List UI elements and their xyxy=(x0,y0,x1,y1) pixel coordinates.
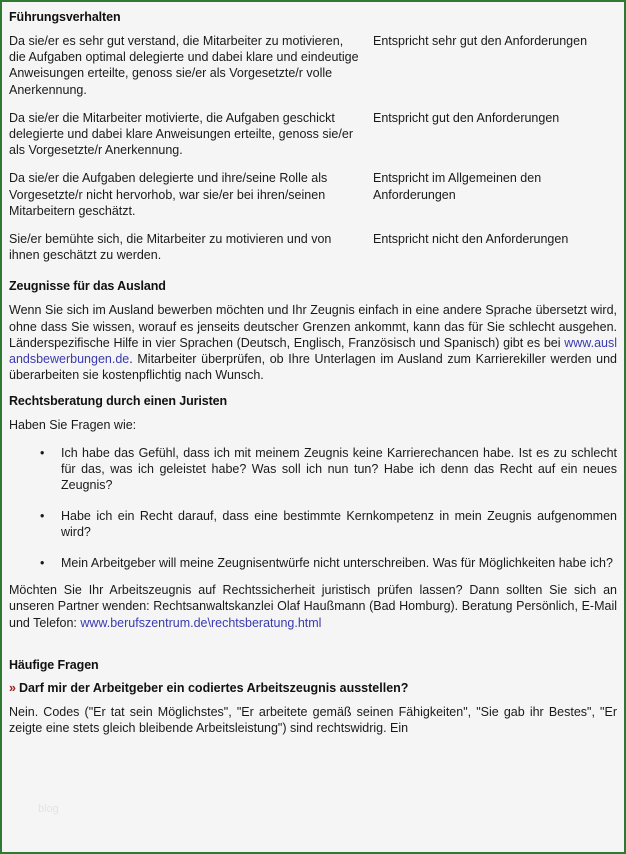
table-row xyxy=(9,231,617,275)
legal-advice-closing xyxy=(9,582,617,631)
blog-watermark: blog xyxy=(38,803,59,815)
list-item-label: Habe ich ein Recht darauf, dass eine bestimmte Kernkompetenz in mein Zeugnis aufgenommen wird? xyxy=(61,508,617,540)
auslandsbewerbungen-link[interactable]: www.auslandsbewerbungen.de xyxy=(9,335,617,367)
leadership-rating: Entspricht im Allgemeinen den Anforderungen xyxy=(373,171,542,202)
section-heading-rechtsberatung: Rechtsberatung durch einen Juristen xyxy=(9,394,228,409)
leadership-phrase: Da sie/er die Mitarbeiter motivierte, die Aufgaben geschickt delegierte und dabei klare Anweisungen erteilte, genoss sie/er als Vorgesetzte/r Anerkennung. xyxy=(9,110,353,158)
leadership-phrase: Da sie/er es sehr gut verstand, die Mitarbeiter zu motivieren, die Aufgaben optimal delegierte und dabei klare und eindeutige Anweisungen erteilte, genoss sie/er als Vorgesetzte/r volle Anerkennung. xyxy=(9,34,359,97)
leadership-phrase: Da sie/er die Aufgaben delegierte und ihre/seine Rolle als Vorgesetzte/r nicht hervorhob, war sie/er bei ihren/seinen Mitarbeitern geschätzt. xyxy=(9,171,328,218)
legal-advice-closing-text: Möchten Sie Ihr Arbeitszeugnis auf Rechtssicherheit juristisch prüfen lassen? Dann sollten Sie sich an unseren Partner wenden: Rechtsanwaltskanzlei Olaf Haußmann (Bad Homburg). Beratung Persönlich, E-Mail und Telefon: xyxy=(9,583,617,630)
section-heading-zeugnisse-ausland: Zeugnisse für das Ausland xyxy=(9,279,166,294)
faq-question[interactable] xyxy=(9,681,617,695)
table-row xyxy=(9,33,617,110)
faq-question-label: Darf mir der Arbeitgeber ein codiertes Arbeitszeugnis ausstellen? xyxy=(18,680,409,695)
leadership-rating: Entspricht nicht den Anforderungen xyxy=(373,232,569,247)
table-row xyxy=(9,170,617,231)
leadership-rating: Entspricht gut den Anforderungen xyxy=(373,110,560,125)
leadership-phrase: Sie/er bemühte sich, die Mitarbeiter zu motivieren und von ihnen geschätzt zu werden. xyxy=(9,232,332,263)
list-item xyxy=(40,508,617,541)
list-item-label: Mein Arbeitgeber will meine Zeugnisentwürfe nicht unterschreiben. Was für Möglichkeiten habe ich? xyxy=(61,555,613,570)
abroad-text-after-link: . Mitarbeiter überprüfen, ob Ihre Unterlagen im Ausland zum Karrierekiller werden und überarbeiten sie kostenpflichtig nach Wunsch. xyxy=(9,352,617,383)
list-item xyxy=(40,445,617,494)
section-heading-fuehrungsverhalten: Führungsverhalten xyxy=(9,10,121,24)
leadership-rating: Entspricht sehr gut den Anforderungen xyxy=(373,34,588,48)
section-spacer xyxy=(9,642,617,658)
abroad-paragraph xyxy=(9,302,617,383)
section-heading-haeufige-fragen: Häufige Fragen xyxy=(9,657,99,672)
berufszentrum-rechtsberatung-link[interactable]: www.berufszentrum.de\rechtsberatung.html xyxy=(80,615,322,630)
abroad-text-before-link: Wenn Sie sich im Ausland bewerben möchten und Ihr Zeugnis einfach in eine andere Sprache übersetzt wird, ohne dass Sie wissen, worauf es jenseits deutscher Grenzen ankommt, kann das für Sie schlecht ausgehen. Länderspezifische Hilfe in vier Sprachen (Deutsch, Englisch, Französisch und Spanisch) gibt es bei xyxy=(9,303,617,350)
leadership-rating-table xyxy=(9,33,617,275)
chevron-right-icon: » xyxy=(9,680,16,695)
list-item-label: Ich habe das Gefühl, dass ich mit meinem Zeugnis keine Karrierechancen habe. Ist es zu schlecht für das, was ich geleistet habe? Was soll ich nun tun? Habe ich denn das Recht auf ein neues Zeugnis? xyxy=(61,445,617,493)
bullet-icon: • xyxy=(40,508,45,523)
document-body xyxy=(2,2,624,736)
table-row xyxy=(9,110,617,171)
bullet-icon: • xyxy=(40,445,45,460)
bullet-icon: • xyxy=(40,555,45,570)
faq-answer: Nein. Codes ("Er tat sein Möglichstes", "Er arbeitete gemäß seinen Fähigkeiten", "Sie gab ihr Bestes", "Er zeigte eine stets gleich bleibende Arbeitsleistung") sind rechtswidrig. Ein xyxy=(9,704,617,735)
legal-advice-question-list xyxy=(9,445,617,571)
legal-advice-intro: Haben Sie Fragen wie: xyxy=(9,418,137,433)
list-item xyxy=(40,555,617,571)
